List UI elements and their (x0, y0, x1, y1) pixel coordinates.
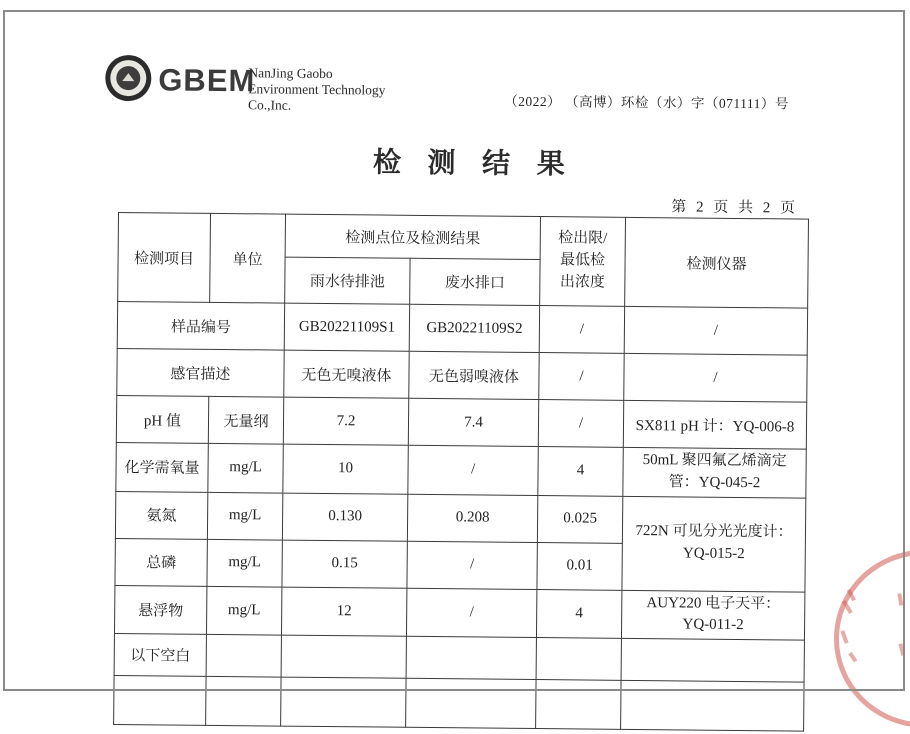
page-indicator: 第 2 页 共 2 页 (671, 199, 799, 217)
table-row-empty (114, 675, 804, 731)
cell-unit: mg/L (207, 539, 282, 587)
company-name (248, 65, 386, 115)
cell-site2: / (408, 445, 538, 495)
cell-site1: GB20221109S1 (284, 303, 409, 351)
cell-site1: 7.2 (283, 397, 408, 445)
table-row-ph (116, 395, 806, 449)
cell-instrument: SX811 pH 计：YQ-006-8 (623, 400, 806, 449)
seal-emblem-icon (122, 73, 134, 81)
cell-site1: 0.130 (282, 493, 407, 541)
cell-limit: / (538, 400, 623, 448)
cell-empty (206, 634, 281, 677)
cell-empty (406, 636, 536, 679)
company-seal-logo-icon (105, 55, 151, 101)
cell-instrument: 50mL 聚四氟乙烯滴定 管：YQ-045-2 (623, 447, 806, 497)
table-header-row-1 (118, 213, 808, 263)
cell-empty (206, 676, 281, 726)
cell-site1: 12 (281, 587, 406, 637)
cell-site1: 无色无嗅液体 (284, 350, 409, 398)
table-row-sample-id (117, 302, 807, 356)
cell-site1: 10 (283, 444, 408, 494)
table-row-suspended-solids (114, 585, 804, 640)
cell-item: 样品编号 (117, 302, 284, 351)
cell-site2: 无色弱嗅液体 (409, 351, 539, 399)
cell-site2: GB20221109S2 (409, 304, 539, 352)
cell-item: pH 值 (116, 395, 208, 443)
cell-instrument: / (624, 306, 807, 355)
cell-limit: 0.01 (537, 542, 622, 590)
company-name-line2: Environment Technology (248, 81, 386, 98)
cell-unit: mg/L (208, 443, 283, 492)
cell-unit: mg/L (207, 492, 282, 540)
header-cell-site2: 废水排口 (410, 258, 540, 305)
cell-empty (536, 638, 621, 681)
results-table (113, 212, 809, 732)
cell-instrument: AUY220 电子天平： YQ-011-2 (621, 590, 804, 640)
header-cell-result-group: 检测点位及检测结果 (285, 214, 540, 259)
cell-limit: / (539, 306, 624, 354)
cell-site2: 7.4 (408, 398, 538, 446)
header-cell-detection-limit: 检出限/ 最低检 出浓度 (540, 217, 626, 307)
cell-item: 以下空白 (114, 633, 206, 676)
cell-empty (114, 675, 206, 725)
company-name-line1: NanJing Gaobo (248, 65, 333, 82)
cell-empty (281, 635, 406, 678)
header-cell-instrument: 检测仪器 (625, 217, 809, 308)
cell-empty (536, 680, 621, 730)
cell-empty (621, 638, 804, 682)
cell-site2: / (407, 541, 537, 589)
cell-instrument: 722N 可见分光光度计： YQ-015-2 (622, 496, 806, 592)
cell-empty (281, 677, 406, 727)
cell-item: 感官描述 (117, 348, 284, 397)
table-row-ammonia (115, 491, 805, 545)
cell-item: 化学需氧量 (116, 442, 208, 491)
page-title: 检测结果 (372, 147, 592, 181)
cell-site1: 0.15 (282, 540, 407, 588)
header-cell-unit: 单位 (210, 213, 286, 303)
header-cell-item: 检测项目 (118, 213, 211, 303)
report-number: （2022） （高博）环检（水）字（071111）号 (504, 93, 790, 112)
cell-site2: 0.208 (407, 494, 537, 542)
cell-limit: / (539, 353, 624, 401)
table-row-sensory (117, 348, 807, 402)
logo-text: GBEM (158, 62, 256, 99)
cell-unit: 无量纲 (208, 396, 283, 444)
cell-unit: mg/L (206, 586, 281, 635)
cell-limit: 4 (536, 589, 621, 638)
company-name-line3: Co.,Inc. (247, 97, 292, 114)
cell-limit: 4 (538, 447, 623, 496)
cell-item: 总磷 (115, 538, 207, 586)
cell-limit: 0.025 (537, 495, 622, 543)
cell-empty (621, 680, 804, 731)
table-row-blank-below (114, 633, 804, 682)
cell-item: 氨氮 (115, 491, 207, 539)
header-cell-site1: 雨水待排池 (285, 257, 410, 304)
table-row-cod (116, 442, 806, 497)
cell-instrument: / (624, 353, 807, 402)
cell-site2: / (406, 588, 536, 638)
cell-empty (406, 678, 536, 728)
cell-item: 悬浮物 (114, 585, 206, 634)
